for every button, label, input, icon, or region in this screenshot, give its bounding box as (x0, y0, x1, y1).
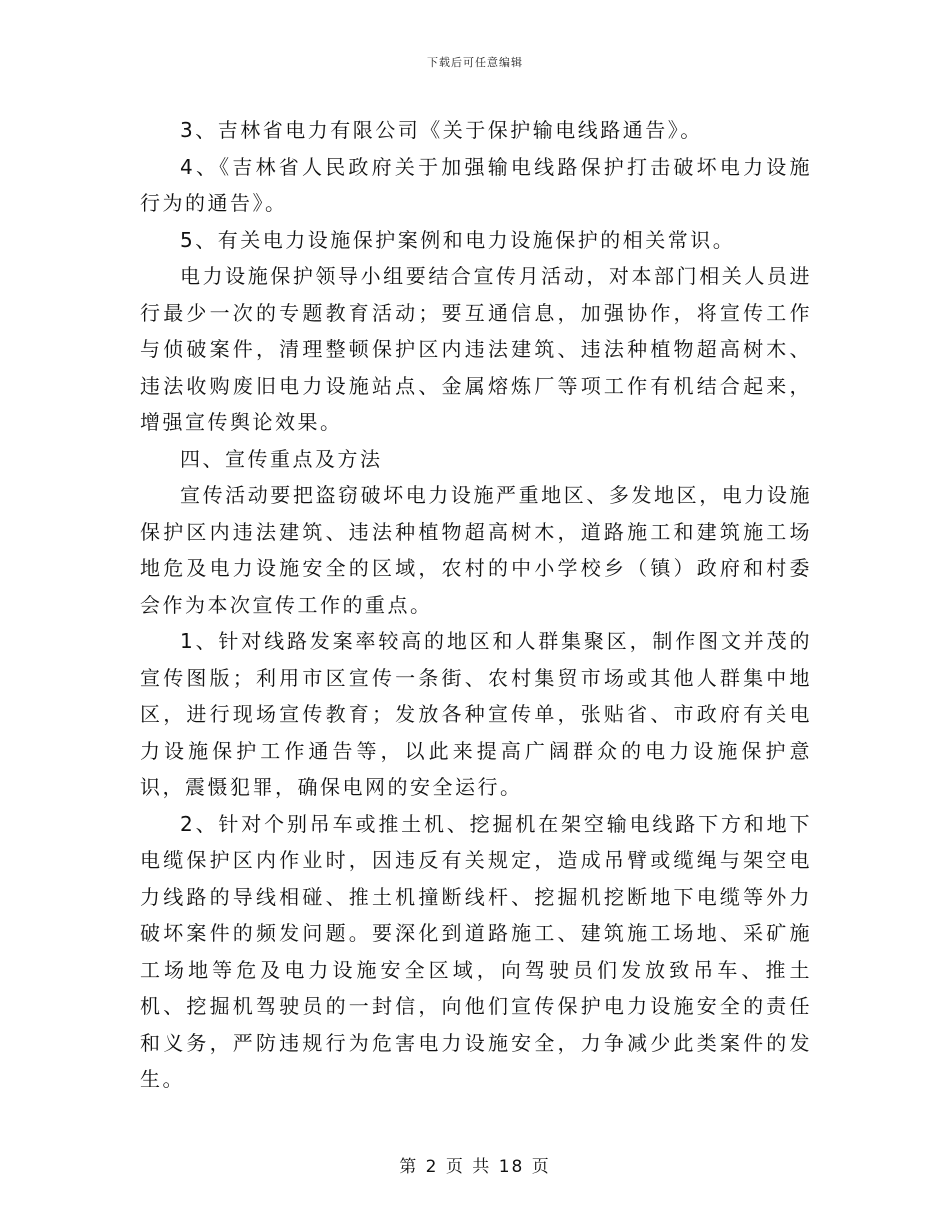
paragraph-item-4: 4、《吉林省人民政府关于加强输电线路保护打击破坏电力设施行为的通告》。 (140, 154, 812, 215)
paragraph-method-2: 2、针对个别吊车或推土机、挖掘机在架空输电线路下方和地下电缆保护区内作业时，因违反有关规定，造成吊臂或缆绳与架空电力线路的导线相碰、推土机撞断线杆、挖掘机挖断地下电缆等外力破坏案件的频发问题。要深化到道路施工、建筑施工场地、采矿施工场地等危及电力设施安全区域，向驾驶员们发放致吊车、推土机、挖掘机驾驶员的一封信，向他们宣传保护电力设施安全的责任和义务，严防违规行为危害电力设施安全，力争减少此类案件的发生。 (140, 811, 812, 1091)
paragraph-item-5: 5、有关电力设施保护案例和电力设施保护的相关常识。 (180, 227, 736, 252)
paragraph-focus: 宣传活动要把盗窃破坏电力设施严重地区、多发地区，电力设施保护区内违法建筑、违法种植物超高树木，道路施工和建筑施工场地危及电力设施安全的区域，农村的中小学校乡（镇）政府和村委会作为本次宣传工作的重点。 (140, 483, 812, 617)
page-header: 下载后可任意编辑 (427, 56, 523, 69)
document-body (140, 112, 812, 1098)
paragraph-item-3: 3、吉林省电力有限公司《关于保护输电线路通告》。 (180, 118, 703, 142)
paragraph-method-1: 1、针对线路发案率较高的地区和人群集聚区，制作图文并茂的宣传图版；利用市区宣传一条街、农村集贸市场或其他人群集中地区，进行现场宣传教育；发放各种宣传单，张贴省、市政府有关电力设施保护工作通告等，以此来提高广阔群众的电力设施保护意识，震慑犯罪，确保电网的安全运行。 (140, 629, 812, 799)
section-heading-4: 四、宣传重点及方法 (180, 446, 383, 471)
paragraph-leadership-group: 电力设施保护领导小组要结合宣传月活动，对本部门相关人员进行最少一次的专题教育活动；要互通信息，加强协作，将宣传工作与侦破案件，清理整顿保护区内违法建筑、违法种植物超高树木、违法收购废旧电力设施站点、金属熔炼厂等项工作有机结合起来，增强宣传舆论效果。 (140, 264, 812, 434)
page-footer: 第 2 页 共 18 页 (399, 1157, 551, 1177)
